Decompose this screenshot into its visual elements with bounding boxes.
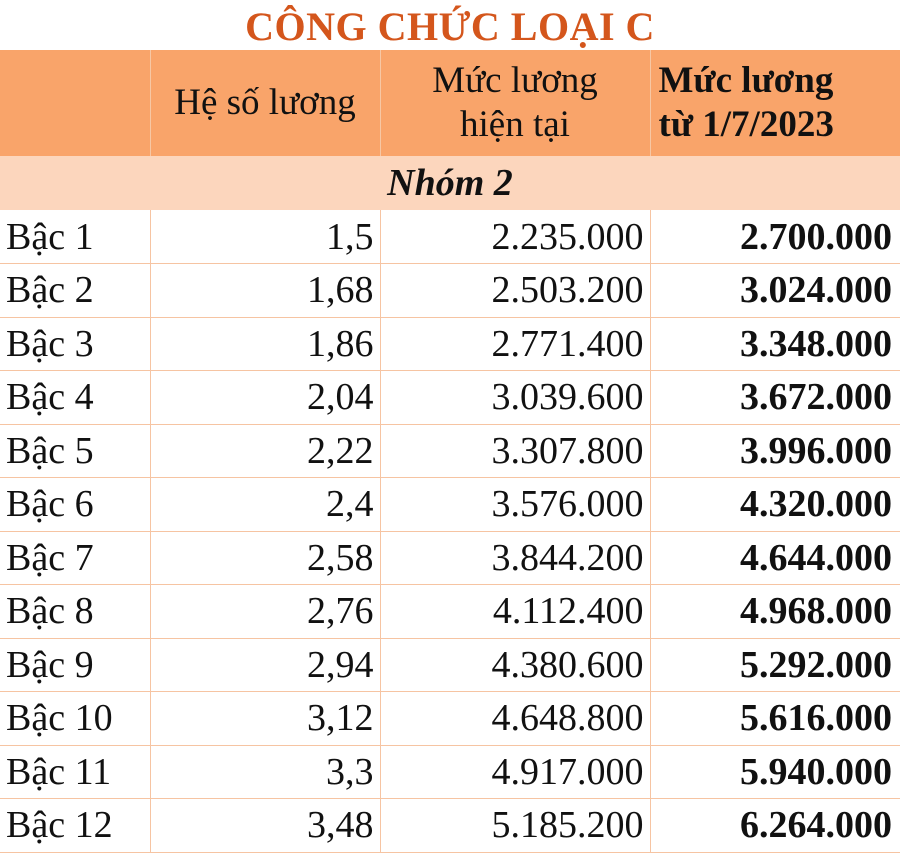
cell-coefficient: 2,22 bbox=[150, 424, 380, 478]
header-current-line1: Mức lương bbox=[432, 59, 598, 101]
table-row bbox=[0, 531, 900, 585]
cell-current-salary: 2.235.000 bbox=[380, 210, 650, 264]
header-new-salary bbox=[650, 50, 900, 156]
cell-current-salary: 2.771.400 bbox=[380, 317, 650, 371]
header-coefficient bbox=[150, 50, 380, 156]
cell-level: Bậc 9 bbox=[0, 638, 150, 692]
cell-current-salary: 4.380.600 bbox=[380, 638, 650, 692]
header-new-line1: Mức lương bbox=[658, 59, 834, 101]
table-row bbox=[0, 424, 900, 478]
cell-level: Bậc 10 bbox=[0, 692, 150, 746]
table-row bbox=[0, 585, 900, 639]
cell-new-salary: 3.348.000 bbox=[650, 317, 900, 371]
header-current-salary bbox=[380, 50, 650, 156]
salary-table bbox=[0, 50, 900, 853]
cell-level: Bậc 8 bbox=[0, 585, 150, 639]
table-header-row bbox=[0, 50, 900, 156]
table-row bbox=[0, 478, 900, 532]
header-level bbox=[0, 50, 150, 156]
header-new-line2: từ 1/7/2023 bbox=[658, 104, 834, 145]
cell-coefficient: 2,58 bbox=[150, 531, 380, 585]
cell-level: Bậc 5 bbox=[0, 424, 150, 478]
cell-new-salary: 4.968.000 bbox=[650, 585, 900, 639]
cell-level: Bậc 7 bbox=[0, 531, 150, 585]
cell-level: Bậc 3 bbox=[0, 317, 150, 371]
cell-new-salary: 3.672.000 bbox=[650, 371, 900, 425]
cell-new-salary: 5.292.000 bbox=[650, 638, 900, 692]
cell-coefficient: 2,76 bbox=[150, 585, 380, 639]
cell-level: Bậc 6 bbox=[0, 478, 150, 532]
cell-level: Bậc 4 bbox=[0, 371, 150, 425]
group-row bbox=[0, 156, 900, 210]
cell-coefficient: 1,86 bbox=[150, 317, 380, 371]
cell-new-salary: 3.996.000 bbox=[650, 424, 900, 478]
cell-new-salary: 3.024.000 bbox=[650, 264, 900, 318]
cell-coefficient: 3,48 bbox=[150, 799, 380, 853]
cell-current-salary: 3.844.200 bbox=[380, 531, 650, 585]
cell-current-salary: 5.185.200 bbox=[380, 799, 650, 853]
cell-current-salary: 3.039.600 bbox=[380, 371, 650, 425]
table-row bbox=[0, 210, 900, 264]
cell-coefficient: 3,3 bbox=[150, 745, 380, 799]
cell-current-salary: 3.576.000 bbox=[380, 478, 650, 532]
cell-coefficient: 2,94 bbox=[150, 638, 380, 692]
cell-level: Bậc 12 bbox=[0, 799, 150, 853]
cell-new-salary: 5.940.000 bbox=[650, 745, 900, 799]
cell-current-salary: 2.503.200 bbox=[380, 264, 650, 318]
cell-new-salary: 6.264.000 bbox=[650, 799, 900, 853]
table-row bbox=[0, 371, 900, 425]
cell-level: Bậc 2 bbox=[0, 264, 150, 318]
cell-new-salary: 4.644.000 bbox=[650, 531, 900, 585]
cell-level: Bậc 11 bbox=[0, 745, 150, 799]
cell-coefficient: 2,04 bbox=[150, 371, 380, 425]
cell-current-salary: 4.112.400 bbox=[380, 585, 650, 639]
cell-coefficient: 2,4 bbox=[150, 478, 380, 532]
cell-current-salary: 4.917.000 bbox=[380, 745, 650, 799]
cell-current-salary: 3.307.800 bbox=[380, 424, 650, 478]
group-label: Nhóm 2 bbox=[0, 156, 900, 210]
cell-new-salary: 4.320.000 bbox=[650, 478, 900, 532]
table-row bbox=[0, 745, 900, 799]
cell-new-salary: 2.700.000 bbox=[650, 210, 900, 264]
cell-level: Bậc 1 bbox=[0, 210, 150, 264]
cell-new-salary: 5.616.000 bbox=[650, 692, 900, 746]
header-current-line2: hiện tại bbox=[460, 104, 570, 145]
table-row bbox=[0, 317, 900, 371]
cell-coefficient: 3,12 bbox=[150, 692, 380, 746]
cell-current-salary: 4.648.800 bbox=[380, 692, 650, 746]
table-row bbox=[0, 799, 900, 853]
table-row bbox=[0, 638, 900, 692]
table-row bbox=[0, 264, 900, 318]
cell-coefficient: 1,68 bbox=[150, 264, 380, 318]
header-coefficient-label: Hệ số lương bbox=[174, 81, 356, 123]
cell-coefficient: 1,5 bbox=[150, 210, 380, 264]
table-row bbox=[0, 692, 900, 746]
page-title: CÔNG CHỨC LOẠI C bbox=[245, 4, 655, 49]
